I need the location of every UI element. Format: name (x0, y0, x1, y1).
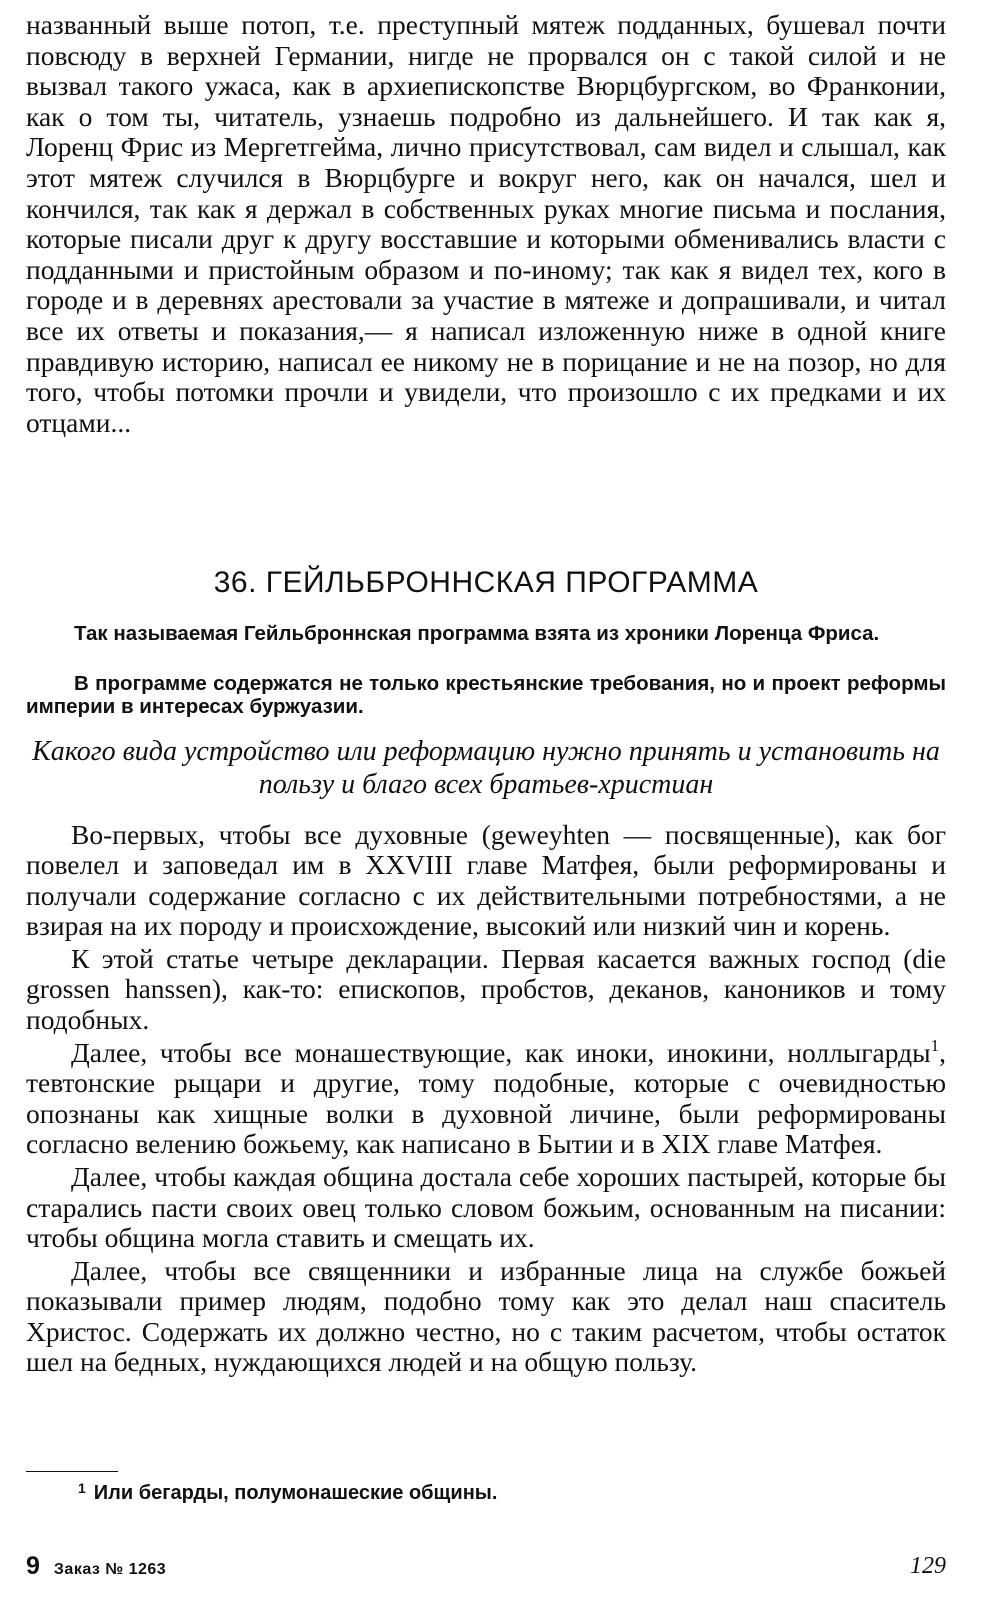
paragraph-3-start: Далее, чтобы все монашествующие, как иноки, инокини, ноллыгарды (71, 1037, 931, 1069)
editorial-note-1-text: Так называемая Гейльброннская программа взята из хроники Лоренца Фриса. (74, 622, 880, 645)
footnote-divider (26, 1471, 118, 1472)
paragraph-4: Далее, чтобы каждая община достала себе хороших пастырей, которые бы старались пасти своих овец только словом божьим, основанным на писании: чтобы община могла ставить и смещать их. (26, 1161, 946, 1253)
footnote-text: Или бегарды, полумонашеские общины. (93, 1482, 498, 1504)
editorial-note-1 (26, 622, 946, 645)
section-title: 36. ГЕЙЛЬБРОННСКАЯ ПРОГРАММА (213, 566, 759, 599)
body-text (26, 820, 946, 1380)
intro-paragraph: названный выше потоп, т.е. преступный мятеж подданных, бушевал почти повсюду в верхней Германии, нигде не прорвался он с такой силой и не вызвал такого ужаса, как в архиепископстве Вюрцбургском, во Франконии, как о том ты, читатель, узнаешь подробно из дальнейшего. И так как я, Лоренц Фрис из Мергетгейма, лично присутствовал, сам видел и слышал, как этот мятеж случился в Вюрцбурге и вокруг него, как он начался, шел и кончился, так как я держал в собственных руках многие письма и послания, которые писали друг к другу восставшие и которыми обменивались власти с подданными и пристойным образом и по-иному; так как я видел тех, кого в городе и в деревнях арестовали за участие в мятеже и допрашивали, и читал все их ответы и показания,— я написал изложенную ниже в одной книге правдивую историю, написал ее никому не в порицание и не на позор, но для того, чтобы потомки прочли и увидели, что произошло с их предками и их отцами... (26, 9, 946, 438)
footnote (78, 1480, 497, 1505)
paragraph-1: Во-первых, чтобы все духовные (geweyhten — посвященные), как бог повелел и заповедал им в XXVIII главе Матфея, были реформированы и получали содержание согласно с их действительными потребностями, а не взирая на их породу и происхождение, высокий или низкий чин и корень. (26, 819, 946, 941)
order-number: Заказ № 1263 (53, 1561, 167, 1578)
paragraph-3 (26, 1038, 946, 1159)
document-page (26, 0, 946, 1600)
section-subtitle: Какого вида устройство или реформацию нужно принять и установить на пользу и благо всех братьев-христиан (32, 736, 940, 800)
footnote-reference[interactable]: 1 (930, 1036, 940, 1056)
signature-number: 9 (26, 1552, 40, 1580)
editorial-note-2 (26, 672, 946, 718)
paragraph-5: Далее, чтобы все священники и избранные лица на службе божьей показывали пример людям, подобно тому как это делал наш спаситель Христос. Содержать их должно честно, но с таким расчетом, чтобы остаток шел на бедных, нуждающихся людей и на общую пользу. (26, 1255, 946, 1378)
page-number: 129 (910, 1553, 946, 1579)
paragraph-2: К этой статье четыре декларации. Первая касается важных господ (die grossen hanssen), как-то: епископов, пробстов, деканов, каноников и тому подобных. (26, 943, 946, 1035)
paragraph-3-end: , тевтонские рыцари и другие, тому подобные, которые с очевидностью опознаны как хищные волки в духовной личине, были реформированы согласно велению божьему, как написано в Бытии и в XIX главе Матфея. (26, 1037, 946, 1159)
footnote-mark: 1 (78, 1480, 86, 1496)
editorial-note-2-text: В программе содержатся не только крестьянские требования, но и проект реформы империи в интересах буржуазии. (26, 672, 946, 718)
printer-signature (26, 1552, 166, 1581)
